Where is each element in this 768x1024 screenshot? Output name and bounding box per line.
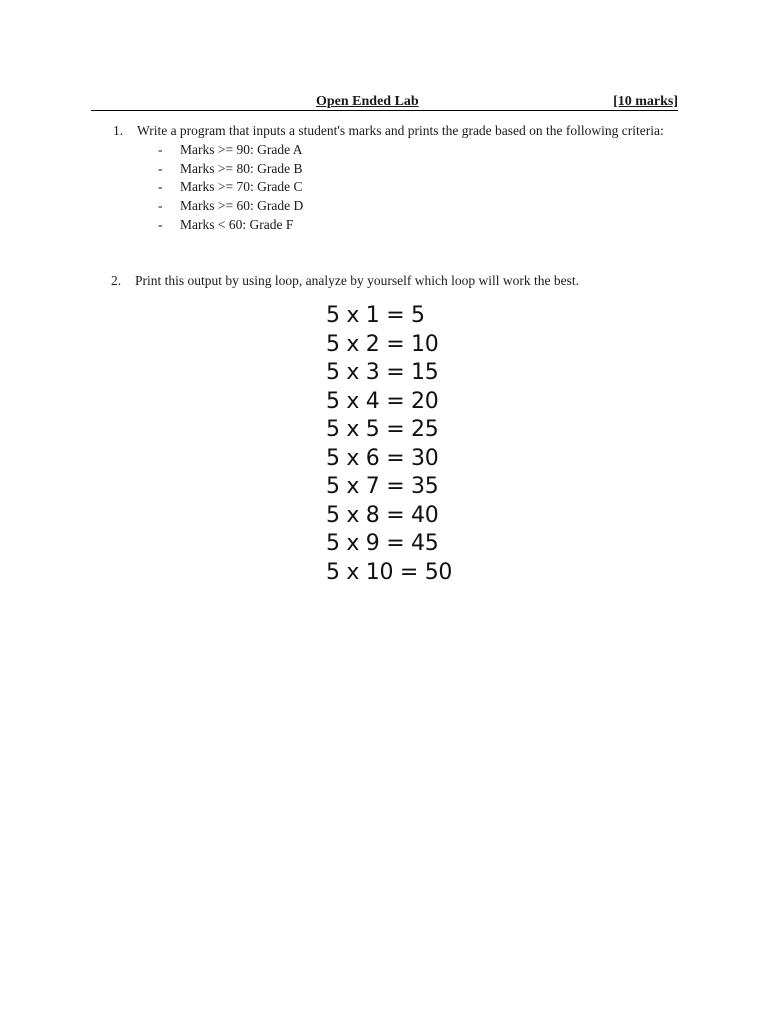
criteria-text: Marks < 60: Grade F [180,216,294,232]
list-item [156,216,303,235]
list-item [156,160,303,179]
list-bullet: - [158,198,163,214]
list-bullet: - [158,216,163,232]
question-1-text: Write a program that inputs a student's marks and prints the grade based on the following criteria: [137,123,664,138]
multiplication-table-image [318,300,463,588]
list-bullet: - [158,142,163,157]
list-item [156,197,303,216]
list-bullet: - [158,160,163,176]
table-line: 5 x 9 = 45 [326,531,439,556]
table-line: 5 x 6 = 30 [326,445,439,471]
lab-title: Open Ended Lab [316,94,419,109]
table-line: 5 x 8 = 40 [326,502,439,528]
question-2-number: 2. [111,273,122,288]
table-line: 5 x 5 = 25 [326,417,439,442]
question-1-number: 1. [113,123,124,138]
list-item [156,141,303,160]
total-marks: [10 marks] [613,94,678,109]
criteria-text: Marks >= 60: Grade D [180,198,304,214]
table-line: 5 x 2 = 10 [326,331,439,357]
table-line: 5 x 4 = 20 [326,388,439,414]
table-line: 5 x 10 = 50 [326,559,453,585]
criteria-text: Marks >= 70: Grade C [180,179,303,195]
question-2-text: Print this output by using loop, analyze by yourself which loop will work the best. [135,273,579,288]
criteria-text: Marks >= 80: Grade B [180,160,303,176]
list-bullet: - [158,179,163,195]
criteria-text: Marks >= 90: Grade A [180,142,303,157]
table-line: 5 x 1 = 5 [326,303,425,328]
lab-header [91,94,678,111]
grade-criteria-list [156,141,303,234]
list-item [156,178,303,197]
table-line: 5 x 3 = 15 [326,360,439,385]
table-line: 5 x 7 = 35 [326,474,439,499]
